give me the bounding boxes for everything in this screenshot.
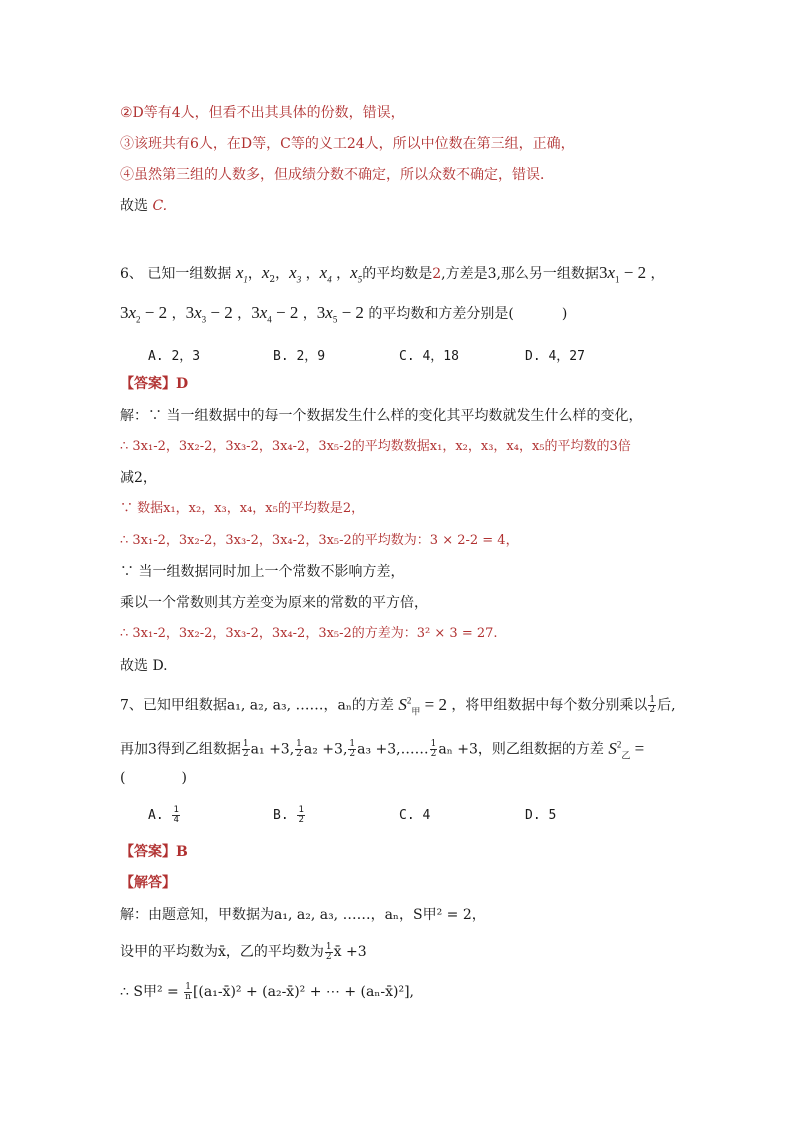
q6-expr-1: $3x_1 - 2$ bbox=[598, 263, 647, 285]
conclusion-choice: C. bbox=[152, 198, 168, 214]
q6-option-d: D. 4，27 bbox=[525, 349, 585, 364]
q7-option-b-frac: $\frac{1}{2}$ bbox=[298, 805, 304, 825]
q6-expr-2: $3x_2 - 2$ bbox=[120, 303, 168, 325]
q7-option-b: B. $\frac{1}{2}$ bbox=[273, 805, 304, 825]
q6-sol-8: ∴ 3x₁-2，3x₂-2，3x₃-2，3x₄-2，3x₅-2的方差为：3² × 3 = 27. bbox=[120, 626, 498, 641]
q7-stem-line-2 bbox=[120, 734, 644, 765]
q7-sol2-a: 设甲的平均数为x̄，乙的平均数为 bbox=[120, 944, 324, 960]
q6-stem-line-2: $3x_2 - 2$ ，$3x_3 - 2$ ，$3x_4 - 2$ ，$3x_5 - 2$ 的平均数和方差分别是( ) bbox=[120, 303, 568, 325]
q7-frac-half: $\frac{1}{2}$ bbox=[649, 695, 656, 716]
q7-answer: 【答案】B bbox=[120, 844, 188, 860]
q6-expr-3: $3x_3 - 2$ bbox=[185, 303, 233, 325]
q7-sol2-b: x̄ +3 bbox=[333, 944, 367, 960]
q6-option-c: C. 4，18 bbox=[399, 349, 459, 364]
q7-line1-a: 7、已知甲组数据a₁, a₂, a₃, ……，aₙ的方差 bbox=[120, 697, 394, 714]
q6-text-a: 已知一组数据 bbox=[147, 266, 232, 282]
q6-text-d: 的平均数和方差分别是( bbox=[368, 306, 514, 322]
q6-sol-4: ∵ 数据x₁，x₂，x₃，x₄，x₅的平均数是2， bbox=[120, 501, 365, 516]
q7-sol3-frac: $\frac{1}{n}$ bbox=[185, 981, 191, 1002]
q6-number: 6、 bbox=[120, 266, 143, 282]
q7-line1-c: 后, bbox=[657, 697, 676, 714]
q7-sol-1: 解：由题意知，甲数据为a₁, a₂, a₃, ……，aₙ，S甲² = 2， bbox=[120, 907, 486, 923]
q7-sol-3 bbox=[120, 982, 414, 1002]
q7-line2-a: 再加3得到乙组数据 bbox=[120, 741, 241, 758]
prev-solution-conclusion bbox=[120, 196, 167, 216]
conclusion-prefix: 故选 bbox=[120, 198, 153, 214]
q7-option-a: A. $\frac{1}{4}$ bbox=[148, 805, 179, 825]
q7-line2-b: a₁ +3, bbox=[250, 741, 295, 758]
q7-option-a-frac: $\frac{1}{4}$ bbox=[173, 805, 179, 825]
q7-frac-a3: $\frac{1}{2}$ bbox=[349, 739, 356, 760]
q7-frac-an: $\frac{1}{2}$ bbox=[430, 739, 437, 760]
q6-sol-1: 解：∵ 当一组数据中的每一个数据发生什么样的变化其平均数就发生什么样的变化， bbox=[120, 408, 643, 424]
q7-line2-d: a₃ +3,…… bbox=[357, 741, 429, 758]
q7-stem-line-1 bbox=[120, 690, 676, 721]
q7-option-c: C. 4 bbox=[399, 808, 431, 823]
q7-line2-c: a₂ +3, bbox=[303, 741, 348, 758]
q7-line1-b: ，将甲组数据中每个数分别乘以 bbox=[451, 697, 648, 714]
q7-sol2-frac: $\frac{1}{2}$ bbox=[325, 941, 332, 962]
q6-var-x1: $x_1$ bbox=[235, 263, 248, 285]
q6-sol-7: 乘以一个常数则其方差变为原来的常数的平方倍， bbox=[120, 595, 428, 611]
q7-frac-a1: $\frac{1}{2}$ bbox=[242, 739, 249, 760]
q6-var-x5: $x_5$ bbox=[350, 263, 363, 285]
q6-var-x2: x bbox=[261, 263, 270, 282]
q7-sol3-a: ∴ S甲² = bbox=[120, 984, 184, 1000]
q6-option-b: B. 2，9 bbox=[273, 349, 326, 364]
q6-sol-3: 减2， bbox=[120, 470, 157, 486]
q7-sol3-b: [(a₁-x̄)² + (a₂-x̄)² + ⋯ + (aₙ-x̄)²], bbox=[192, 984, 415, 1000]
q6-expr-5: $3x_5 - 2$ bbox=[316, 303, 364, 325]
q6-answer: 【答案】D bbox=[120, 376, 189, 392]
prev-solution-line-2: ②D等有4人，但看不出其具体的份数，错误， bbox=[120, 105, 405, 121]
q7-variance-b: $S^2_乙$ = bbox=[608, 738, 645, 761]
q6-text-b: 的平均数是 bbox=[362, 266, 433, 282]
q7-variance-a: $S^2_甲 = 2$ bbox=[398, 694, 447, 717]
prev-solution-line-4: ④虽然第三组的人数多，但成绩分数不确定，所以众数不确定，错误． bbox=[120, 167, 554, 183]
q7-line2-e: aₙ +3，则乙组数据的方差 bbox=[438, 741, 604, 758]
q6-text-c: ,方差是3,那么另一组数据 bbox=[441, 266, 599, 282]
q7-frac-a2: $\frac{1}{2}$ bbox=[296, 739, 302, 760]
q7-jieda-label: 【解答】 bbox=[120, 875, 176, 891]
q7-stem-line-3: ( ) bbox=[120, 770, 187, 786]
q6-sol-2: ∴ 3x₁-2，3x₂-2，3x₃-2，3x₄-2，3x₅-2的平均数数据x₁，x₂，x₃，x₄，x₅的平均数的3倍 bbox=[120, 439, 631, 454]
q6-stem-line-1: 6、 已知一组数据 $x_1$，$x_2$，$x_3$ ，$x_4$ ，$x_5$的平均数是2,方差是3,那么另一组数据$3x_1 - 2$ ， bbox=[120, 263, 665, 285]
q6-option-a: A. 2，3 bbox=[148, 349, 201, 364]
prev-solution-line-3: ③该班共有6人，在D等，C等的义工24人，所以中位数在第三组，正确， bbox=[120, 136, 575, 152]
q6-sol-9: 故选 D. bbox=[120, 658, 168, 674]
q6-mean: 2 bbox=[432, 266, 442, 282]
q6-var-x3: $x_3$ bbox=[289, 263, 302, 285]
q7-option-d: D. 5 bbox=[525, 808, 557, 823]
q6-text-e: ) bbox=[561, 306, 568, 322]
q6-sol-6: ∵ 当一组数据同时加上一个常数不影响方差， bbox=[120, 564, 405, 580]
q7-sol-2 bbox=[120, 942, 367, 962]
q6-sol-5: ∴ 3x₁-2，3x₂-2，3x₃-2，3x₄-2，3x₅-2的平均数为：3 × 2-2 = 4， bbox=[120, 533, 519, 548]
q6-expr-4: $3x_4 - 2$ bbox=[251, 303, 299, 325]
q6-var-x4: $x_4$ bbox=[319, 263, 332, 285]
